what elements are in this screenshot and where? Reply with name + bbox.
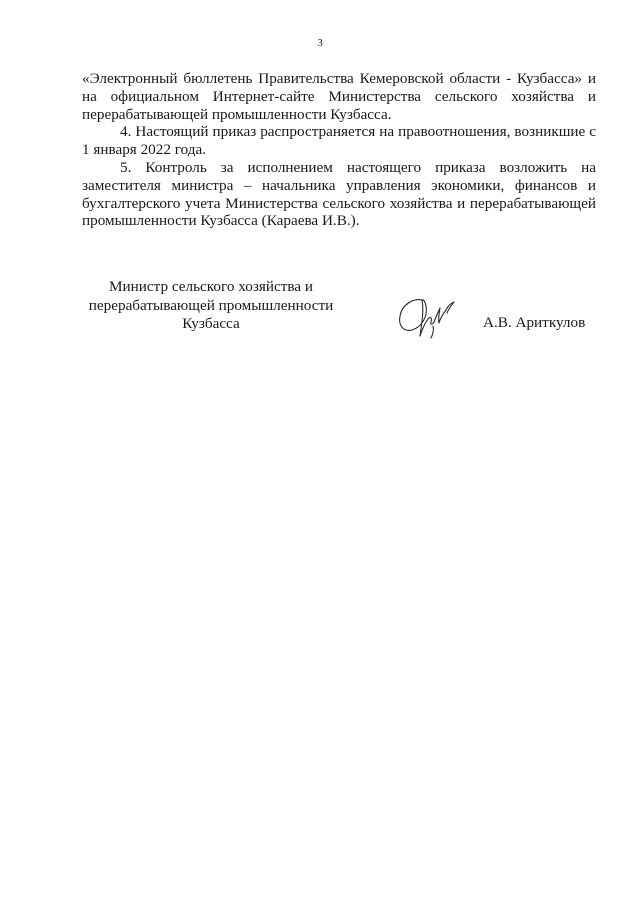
- page-number: 3: [317, 37, 323, 49]
- paragraph-item-4: 4. Настоящий приказ распространяется на правоотношения, возникшие с 1 января 2022 года.: [82, 123, 596, 159]
- signatory-title: [80, 278, 342, 334]
- paragraph-publication: «Электронный бюллетень Правительства Кемеровской области - Кузбасса» и на официальном Интернет-сайте Министерства сельского хозяйства и перерабатывающей промышленности Кузбасса.: [82, 70, 596, 123]
- signatory-name: А.В. Ариткулов: [483, 314, 586, 331]
- paragraph-item-5: 5. Контроль за исполнением настоящего приказа возложить на заместителя министра – начальника управления экономики, финансов и бухгалтерского учета Министерства сельского хозяйства и перерабатывающей промышленности Кузбасса (Караева И.В.).: [82, 158, 596, 230]
- signatory-title-line-1: Министр сельского хозяйства и: [109, 278, 313, 295]
- signatory-title-line-2: перерабатывающей промышленности: [88, 296, 334, 314]
- signatory-title-line-3: Кузбасса: [182, 315, 240, 332]
- handwritten-signature-icon: [392, 286, 458, 346]
